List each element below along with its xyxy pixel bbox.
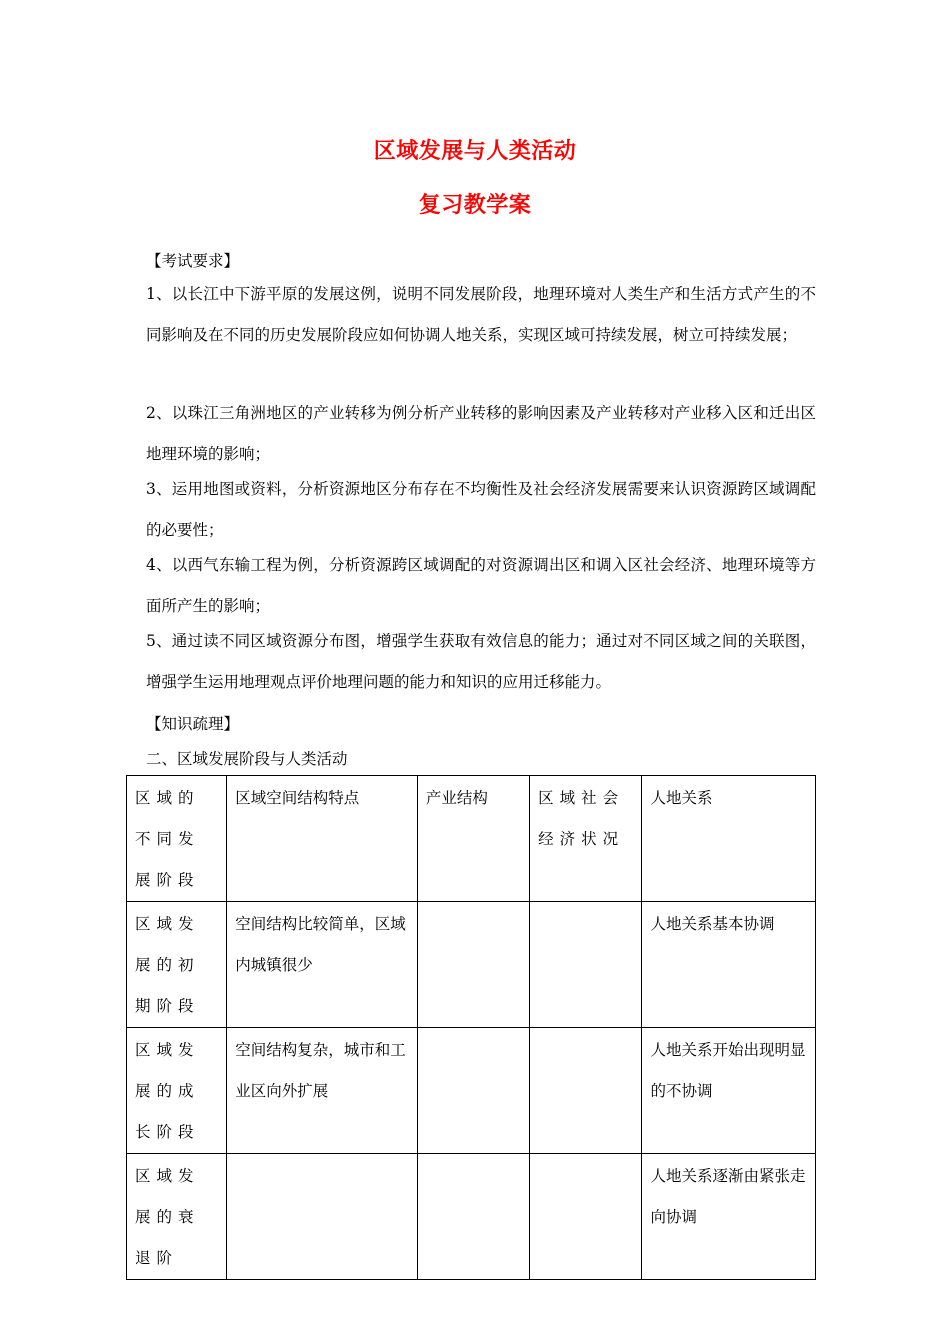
spatial-cell <box>227 1154 418 1280</box>
relation-cell: 人地关系基本协调 <box>642 902 816 1028</box>
requirement-item: 3、运用地图或资料，分析资源地区分布存在不均衡性及社会经济发展需要来认识资源跨区域调配的必要性； <box>146 480 816 539</box>
header-industry: 产业结构 <box>417 776 529 902</box>
industry-cell <box>417 1028 529 1154</box>
page-title: 区域发展与人类活动 <box>373 139 577 164</box>
header-relation: 人地关系 <box>642 776 816 902</box>
requirement-item: 5、通过读不同区域资源分布图，增强学生获取有效信息的能力；通过对不同区域之间的关联图，增强学生运用地理观点评价地理问题的能力和知识的应用迁移能力。 <box>146 632 816 691</box>
relation-cell: 人地关系开始出现明显的不协调 <box>642 1028 816 1154</box>
header-stage: 区域的不同发展阶段 <box>127 776 227 902</box>
economy-cell <box>530 902 642 1028</box>
development-stages-table <box>126 775 816 1280</box>
requirements-heading: 【考试要求】 <box>146 252 240 270</box>
industry-cell <box>417 1154 529 1280</box>
table-row <box>127 902 816 1028</box>
requirement-item: 4、以西气东输工程为例，分析资源跨区域调配的对资源调出区和调入区社会经济、地理环境等方面所产生的影响； <box>146 556 816 615</box>
stage-cell: 区域发展的初期阶段 <box>127 902 227 1028</box>
stage-cell: 区域发展的成长阶段 <box>127 1028 227 1154</box>
table-caption: 二、区域发展阶段与人类活动 <box>146 750 348 768</box>
page-subtitle: 复习教学案 <box>418 193 532 218</box>
table-header-row <box>127 776 816 902</box>
spatial-cell: 空间结构复杂，城市和工业区向外扩展 <box>227 1028 418 1154</box>
relation-cell: 人地关系逐渐由紧张走向协调 <box>642 1154 816 1280</box>
header-spatial: 区域空间结构特点 <box>227 776 418 902</box>
table-row <box>127 1028 816 1154</box>
requirement-item: 2、以珠江三角洲地区的产业转移为例分析产业转移的影响因素及产业转移对产业移入区和迁出区地理环境的影响； <box>146 404 816 463</box>
header-economy: 区域社会经济状况 <box>530 776 642 902</box>
knowledge-heading: 【知识疏理】 <box>146 715 240 733</box>
industry-cell <box>417 902 529 1028</box>
stage-cell: 区域发展的衰退阶 <box>127 1154 227 1280</box>
requirement-item: 1、以长江中下游平原的发展这例，说明不同发展阶段，地理环境对人类生产和生活方式产生的不同影响及在不同的历史发展阶段应如何协调人地关系，实现区域可持续发展，树立可持续发展； <box>146 285 816 344</box>
economy-cell <box>530 1028 642 1154</box>
table-row <box>127 1154 816 1280</box>
economy-cell <box>530 1154 642 1280</box>
spatial-cell: 空间结构比较简单，区域内城镇很少 <box>227 902 418 1028</box>
